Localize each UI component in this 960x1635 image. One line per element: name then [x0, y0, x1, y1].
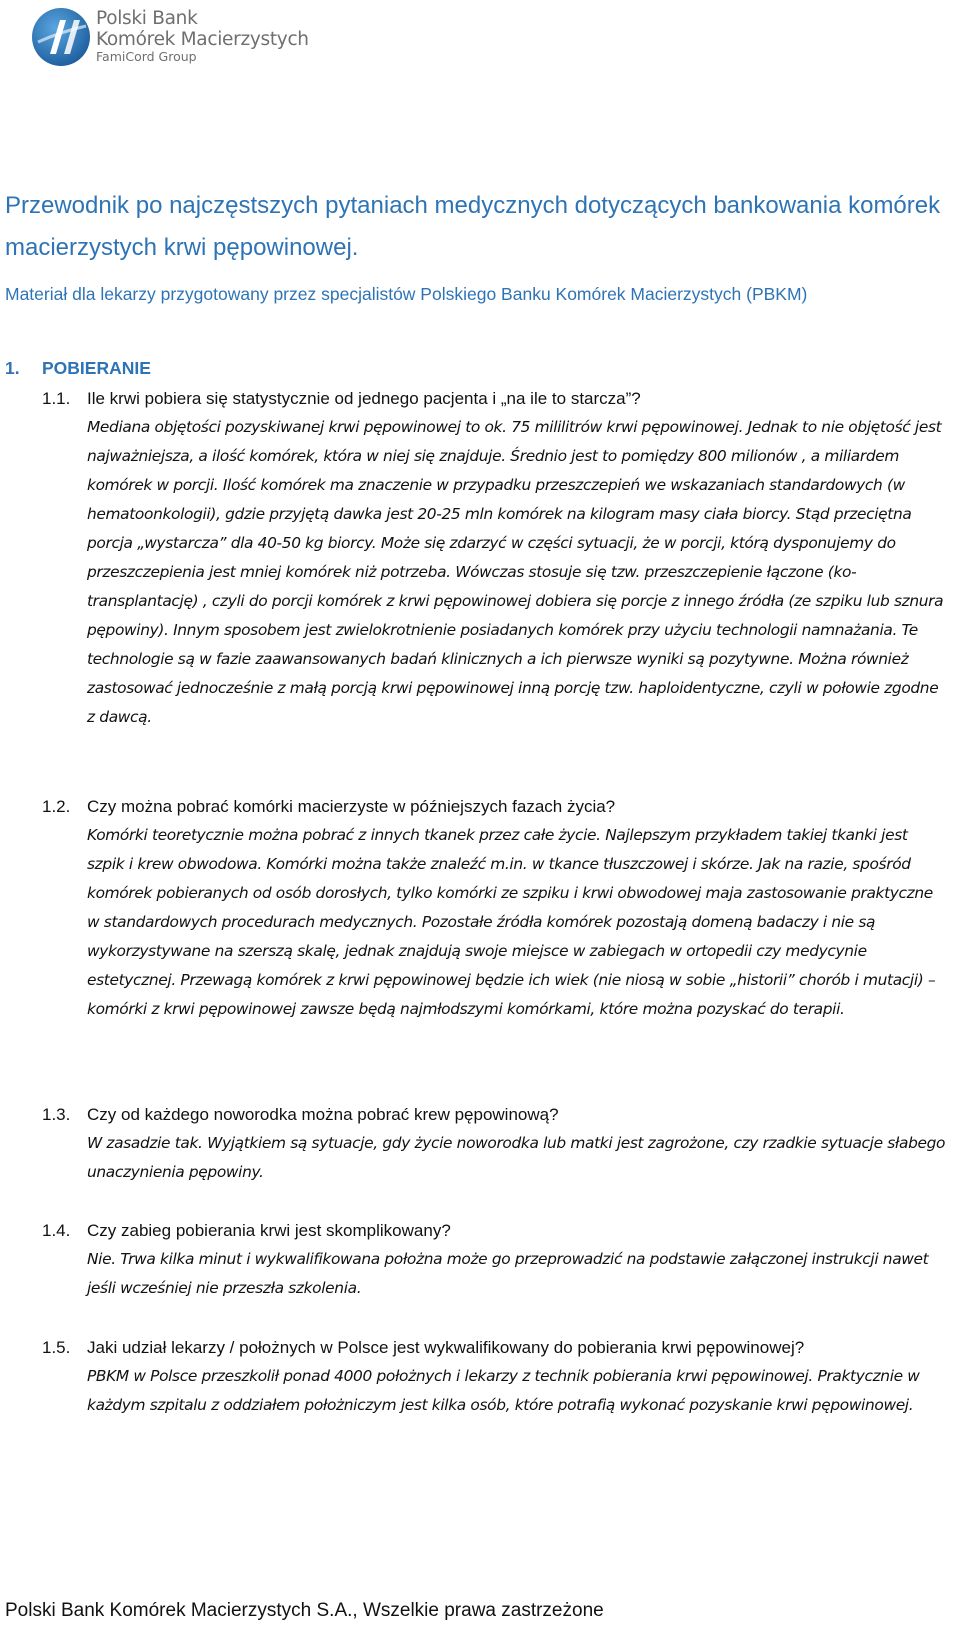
question-item	[42, 1100, 947, 1187]
question-heading	[42, 384, 947, 413]
question-item	[42, 1333, 947, 1420]
question-text: Czy zabieg pobierania krwi jest skomplikowany?	[87, 1221, 451, 1240]
question-number: 1.3.	[42, 1105, 71, 1124]
logo-text	[96, 10, 309, 64]
document-subtitle: Materiał dla lekarzy przygotowany przez specjalistów Polskiego Banku Komórek Macierzystych (PBKM)	[5, 284, 808, 304]
section-number: 1.	[5, 358, 20, 378]
answer-text: W zasadzie tak. Wyjątkiem są sytuacje, gdy życie noworodka lub matki jest zagrożone, czy rzadkie sytuacje słabego unaczynienia pępowiny.	[87, 1134, 946, 1181]
pbkm-logo-icon	[30, 6, 92, 68]
question-number: 1.1.	[42, 389, 71, 408]
question-text: Czy można pobrać komórki macierzyste w późniejszych fazach życia?	[87, 797, 616, 816]
question-text: Jaki udział lekarzy / położnych w Polsce jest wykwalifikowany do pobierania krwi pępowinowej?	[87, 1338, 805, 1357]
answer-text: PBKM w Polsce przeszkolił ponad 4000 położnych i lekarzy z technik pobierania krwi pępowinowej. Praktycznie w każdym szpitalu z oddziałem położniczym jest kilka osób, które potrafią wykonać pozyskanie krwi pępowinowej.	[87, 1367, 920, 1414]
question-heading	[42, 792, 947, 821]
answer-text: Mediana objętości pozyskiwanej krwi pępowinowej to ok. 75 mililitrów krwi pępowinowej. Jednak to nie objętość jest najważniejsza, a ilość komórek, która w niej się znajduje. Średnio jest to pomiędzy 800 milionów , a miliardem komórek w porcji. Ilość komórek ma znaczenie w przypadku przeszczepień we wskazaniach standardowych (w hematoonkologii), gdzie przyjętą dawka jest 20-25 mln komórek na kilogram masy ciała biorcy. Stąd przeciętna porcja „wystarcza” dla 40-50 kg biorcy. Może się zdarzyć w części sytuacji, że w porcji, którą dysponujemy do przeszczepienia jest mniej komórek niż potrzeba. Wówczas stosuje się tzw. przeszczepienie łączone (ko-transplantację) , czyli do porcji komórek z krwi pępowinowej dobiera się porcje z innego źródła (ze szpiku lub sznura pępowiny). Innym sposobem jest zwielokrotnienie posiadanych komórek przy użyciu technologii namnażania. Te technologie są w fazie zaawansowanych badań klinicznych a ich pierwsze wyniki są pozytywne. Można również zastosować jednocześnie z małą porcją krwi pępowinowej inną porcję tzw. haploidentyczne, czyli w połowie zgodne z dawcą.	[87, 418, 944, 726]
question-heading	[42, 1216, 947, 1245]
question-number: 1.5.	[42, 1338, 71, 1357]
logo-line-1: Polski Bank	[96, 8, 198, 29]
question-number: 1.4.	[42, 1221, 71, 1240]
logo-line-2: Komórek Macierzystych	[96, 28, 309, 50]
logo-line-3: FamiCord Group	[96, 49, 197, 64]
page-footer: Polski Bank Komórek Macierzystych S.A., Wszelkie prawa zastrzeżone	[5, 1600, 604, 1621]
question-text: Ile krwi pobiera się statystycznie od jednego pacjenta i „na ile to starcza”?	[87, 389, 641, 408]
question-text: Czy od każdego noworodka można pobrać krew pępowinową?	[87, 1105, 559, 1124]
document-title: Przewodnik po najczęstszych pytaniach medycznych dotyczących bankowania komórek macierzystych krwi pępowinowej.	[5, 192, 941, 261]
question-heading	[42, 1100, 947, 1129]
question-item	[42, 1216, 947, 1303]
section-heading	[5, 358, 151, 379]
answer-text: Komórki teoretycznie można pobrać z innych tkanek przez całe życie. Najlepszym przykładem takiej tkanki jest szpik i krew obwodowa. Komórki można także znaleźć m.in. w tkance tłuszczowej i skórze. Jak na razie, spośród komórek pobieranych od osób dorosłych, tylko komórki ze szpiku i krwi obwodowej maja zastosowanie praktyczne w standardowych procedurach medycznych. Pozostałe źródła komórek pozostają domeną badaczy i nie są wykorzystywane na szerszą skalę, jednak znajdują swoje miejsce w zabiegach w ortopedii czy medycynie estetycznej. Przewagą komórek z krwi pępowinowej będzie ich wiek (nie niosą w sobie „historii” chorób i mutacji) – komórki z krwi pępowinowej zawsze będą najmłodszymi komórkami, które można pozyskać do terapii.	[87, 826, 936, 1018]
section-title: POBIERANIE	[42, 358, 151, 378]
question-heading	[42, 1333, 947, 1362]
company-logo	[30, 6, 360, 70]
question-item	[42, 384, 947, 732]
question-item	[42, 792, 947, 1024]
answer-text: Nie. Trwa kilka minut i wykwalifikowana położna może go przeprowadzić na podstawie załączonej instrukcji nawet jeśli wcześniej nie przeszła szkolenia.	[87, 1250, 929, 1297]
question-number: 1.2.	[42, 797, 71, 816]
